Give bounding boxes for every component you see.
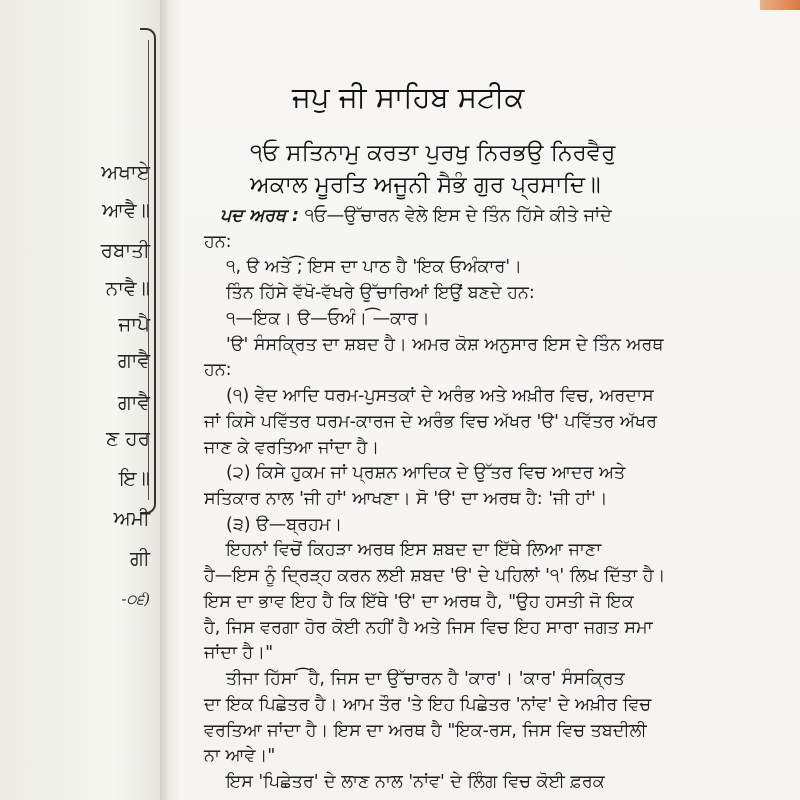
body-line: ਨਾ ਆਵੇ।" — [204, 746, 276, 767]
mool-mantar-line-2: ਅਕਾਲ ਮੂਰਤਿ ਅਜੂਨੀ ਸੈਭੰ ਗੁਰ ਪ੍ਰਸਾਦਿ॥ — [250, 172, 601, 198]
body-line: ਵਰਤਿਆ ਜਾਂਦਾ ਹੈ। ਇਸ ਦਾ ਅਰਥ ਹੈ "ਇਕ-ਰਸ, ਜਿਸ ਵਿਚ ਤਬਦੀਲੀ — [204, 720, 647, 741]
book-gutter — [160, 0, 182, 800]
body-text: ੧ਓ—ਉੱਚਾਰਨ ਵੇਲੇ ਇਸ ਦੇ ਤਿੰਨ ਹਿੱਸੇ ਕੀਤੇ ਜਾਂਦੇ — [304, 206, 612, 226]
body-line: ਹੈ, ਜਿਸ ਵਰਗਾ ਹੋਰ ਕੋਈ ਨਹੀਂ ਹੈ ਅਤੇ ਜਿਸ ਵਿਚ ਇਹ ਸਾਰਾ ਜਗਤ ਸਮਾ — [204, 617, 653, 638]
body-line: ੧—ਇਕ। ੳ—ਓਅੰ। ͡—ਕਾਰ। — [226, 308, 430, 329]
pad-arth-line — [220, 206, 612, 226]
body-line: ਇਸ 'ਪਿਛੇਤਰ' ਦੇ ਲਾਣ ਨਾਲ 'ਨਾਂਵ' ਦੇ ਲਿੰਗ ਵਿਚ ਕੋਈ ਫ਼ਰਕ — [226, 772, 605, 792]
body-line: ਹੈ—ਇਸ ਨੂੰ ਦ੍ਰਿੜ੍ਹ ਕਰਨ ਲਈ ਸ਼ਬਦ 'ੳ' ਦੇ ਪਹਿਲਾਂ '੧' ਲਿਖ ਦਿੱਤਾ ਹੈ। — [204, 566, 666, 587]
body-line: ਇਹਨਾਂ ਵਿਚੋਂ ਕਿਹੜਾ ਅਰਥ ਇਸ ਸ਼ਬਦ ਦਾ ਇੱਥੇ ਲਿਆ ਜਾਣਾ — [226, 540, 602, 561]
body-line: ਜਾਣ ਕੇ ਵਰਤਿਆ ਜਾਂਦਾ ਹੈ। — [204, 437, 380, 458]
left-fragment: ਰਬਾਤੀ — [100, 238, 150, 262]
right-page-text — [182, 0, 800, 800]
body-line: ਹਨ: — [204, 231, 232, 252]
left-fragment: ਣ ਹਰ — [105, 426, 150, 450]
body-line: ਸਤਿਕਾਰ ਨਾਲ 'ਜੀ ਹਾਂ' ਆਖਣਾ। ਸੋ 'ੳ' ਦਾ ਅਰਥ ਹੈ: 'ਜੀ ਹਾਂ'। — [204, 489, 608, 509]
body-line: ਜਾਂਦਾ ਹੈ।" — [204, 643, 274, 664]
page-title: ਜਪੁ ਜੀ ਸਾਹਿਬ ਸਟੀਕ — [292, 80, 525, 114]
left-fragment: ਜਾਪੈ — [118, 312, 150, 336]
left-fragment: ਆਵੈ॥ — [102, 198, 150, 222]
body-line: ਦਾ ਇਕ ਪਿਛੇਤਰ ਹੈ। ਆਮ ਤੌਰ 'ਤੇ ਇਹ ਪਿਛੇਤਰ 'ਨਾਂਵ' ਦੇ ਅਖ਼ੀਰ ਵਿਚ — [204, 694, 652, 715]
left-fragment: ਗੀ — [130, 546, 150, 570]
left-fragment: ਗਾਵੈ — [117, 390, 150, 414]
left-fragment: ਗਾਵੈ — [117, 348, 150, 372]
body-line: (੩) ੳ—ਬ੍ਰਹਮ। — [226, 514, 343, 535]
left-fragment: -੦੬) — [121, 590, 150, 608]
mool-mantar-line-1: ੧ਓ ਸਤਿਨਾਮੁ ਕਰਤਾ ਪੁਰਖੁ ਨਿਰਭਉ ਨਿਰਵੈਰੁ — [250, 140, 616, 166]
body-line: ਜਾਂ ਕਿਸੇ ਪਵਿੱਤਰ ਧਰਮ-ਕਾਰਜ ਦੇ ਅਰੰਭ ਵਿਚ ਅੱਖਰ 'ੳ' ਪਵਿੱਤਰ ਅੱਖਰ — [204, 411, 657, 432]
right-page — [182, 0, 800, 800]
body-line: (੨) ਕਿਸੇ ਹੁਕਮ ਜਾਂ ਪ੍ਰਸ਼ਨ ਆਦਿਕ ਦੇ ਉੱਤਰ ਵਿਚ ਆਦਰ ਅਤੇ — [226, 463, 626, 484]
body-line: (੧) ਵੇਦ ਆਦਿ ਧਰਮ-ਪੁਸਤਕਾਂ ਦੇ ਅਰੰਭ ਅਤੇ ਅਖ਼ੀਰ ਵਿਚ, ਅਰਦਾਸ — [226, 386, 654, 407]
body-line: ੧, ੳ ਅਤੇ ͡; ਇਸ ਦਾ ਪਾਠ ਹੈ 'ਇਕ ਓਅੰਕਾਰ'। — [226, 257, 522, 278]
body-line: 'ੳ' ਸੰਸਕ੍ਰਿਤ ਦਾ ਸ਼ਬਦ ਹੈ। ਅਮਰ ਕੋਸ਼ ਅਨੁਸਾਰ ਇਸ ਦੇ ਤਿੰਨ ਅਰਥ — [226, 334, 664, 355]
pad-arth-label: ਪਦ ਅਰਥ : — [220, 206, 300, 226]
left-fragment: ਇ॥ — [119, 466, 150, 490]
body-line: ਤਿੰਨ ਹਿੱਸੇ ਵੱਖੋ-ਵੱਖਰੇ ਉੱਚਾਰਿਆਂ ਇਉਂ ਬਣਦੇ ਹਨ: — [226, 283, 535, 304]
body-line: ਹਨ: — [204, 360, 232, 381]
left-fragment: ਨਾਵੈ॥ — [105, 276, 150, 300]
body-line: ਤੀਜਾ ਹਿੱਸਾ ͡ ਹੈ, ਜਿਸ ਦਾ ਉੱਚਾਰਨ ਹੈ 'ਕਾਰ'। 'ਕਾਰ' ਸੰਸਕ੍ਰਿਤ — [226, 669, 625, 690]
left-fragment: ਅਮੀ — [113, 506, 150, 530]
body-line: ਇਸ ਦਾ ਭਾਵ ਇਹ ਹੈ ਕਿ ਇੱਥੇ 'ੳ' ਦਾ ਅਰਥ ਹੈ, "ਉਹ ਹਸਤੀ ਜੋ ਇਕ — [204, 591, 634, 612]
left-fragment: ਅਖਾਏ — [101, 160, 150, 184]
